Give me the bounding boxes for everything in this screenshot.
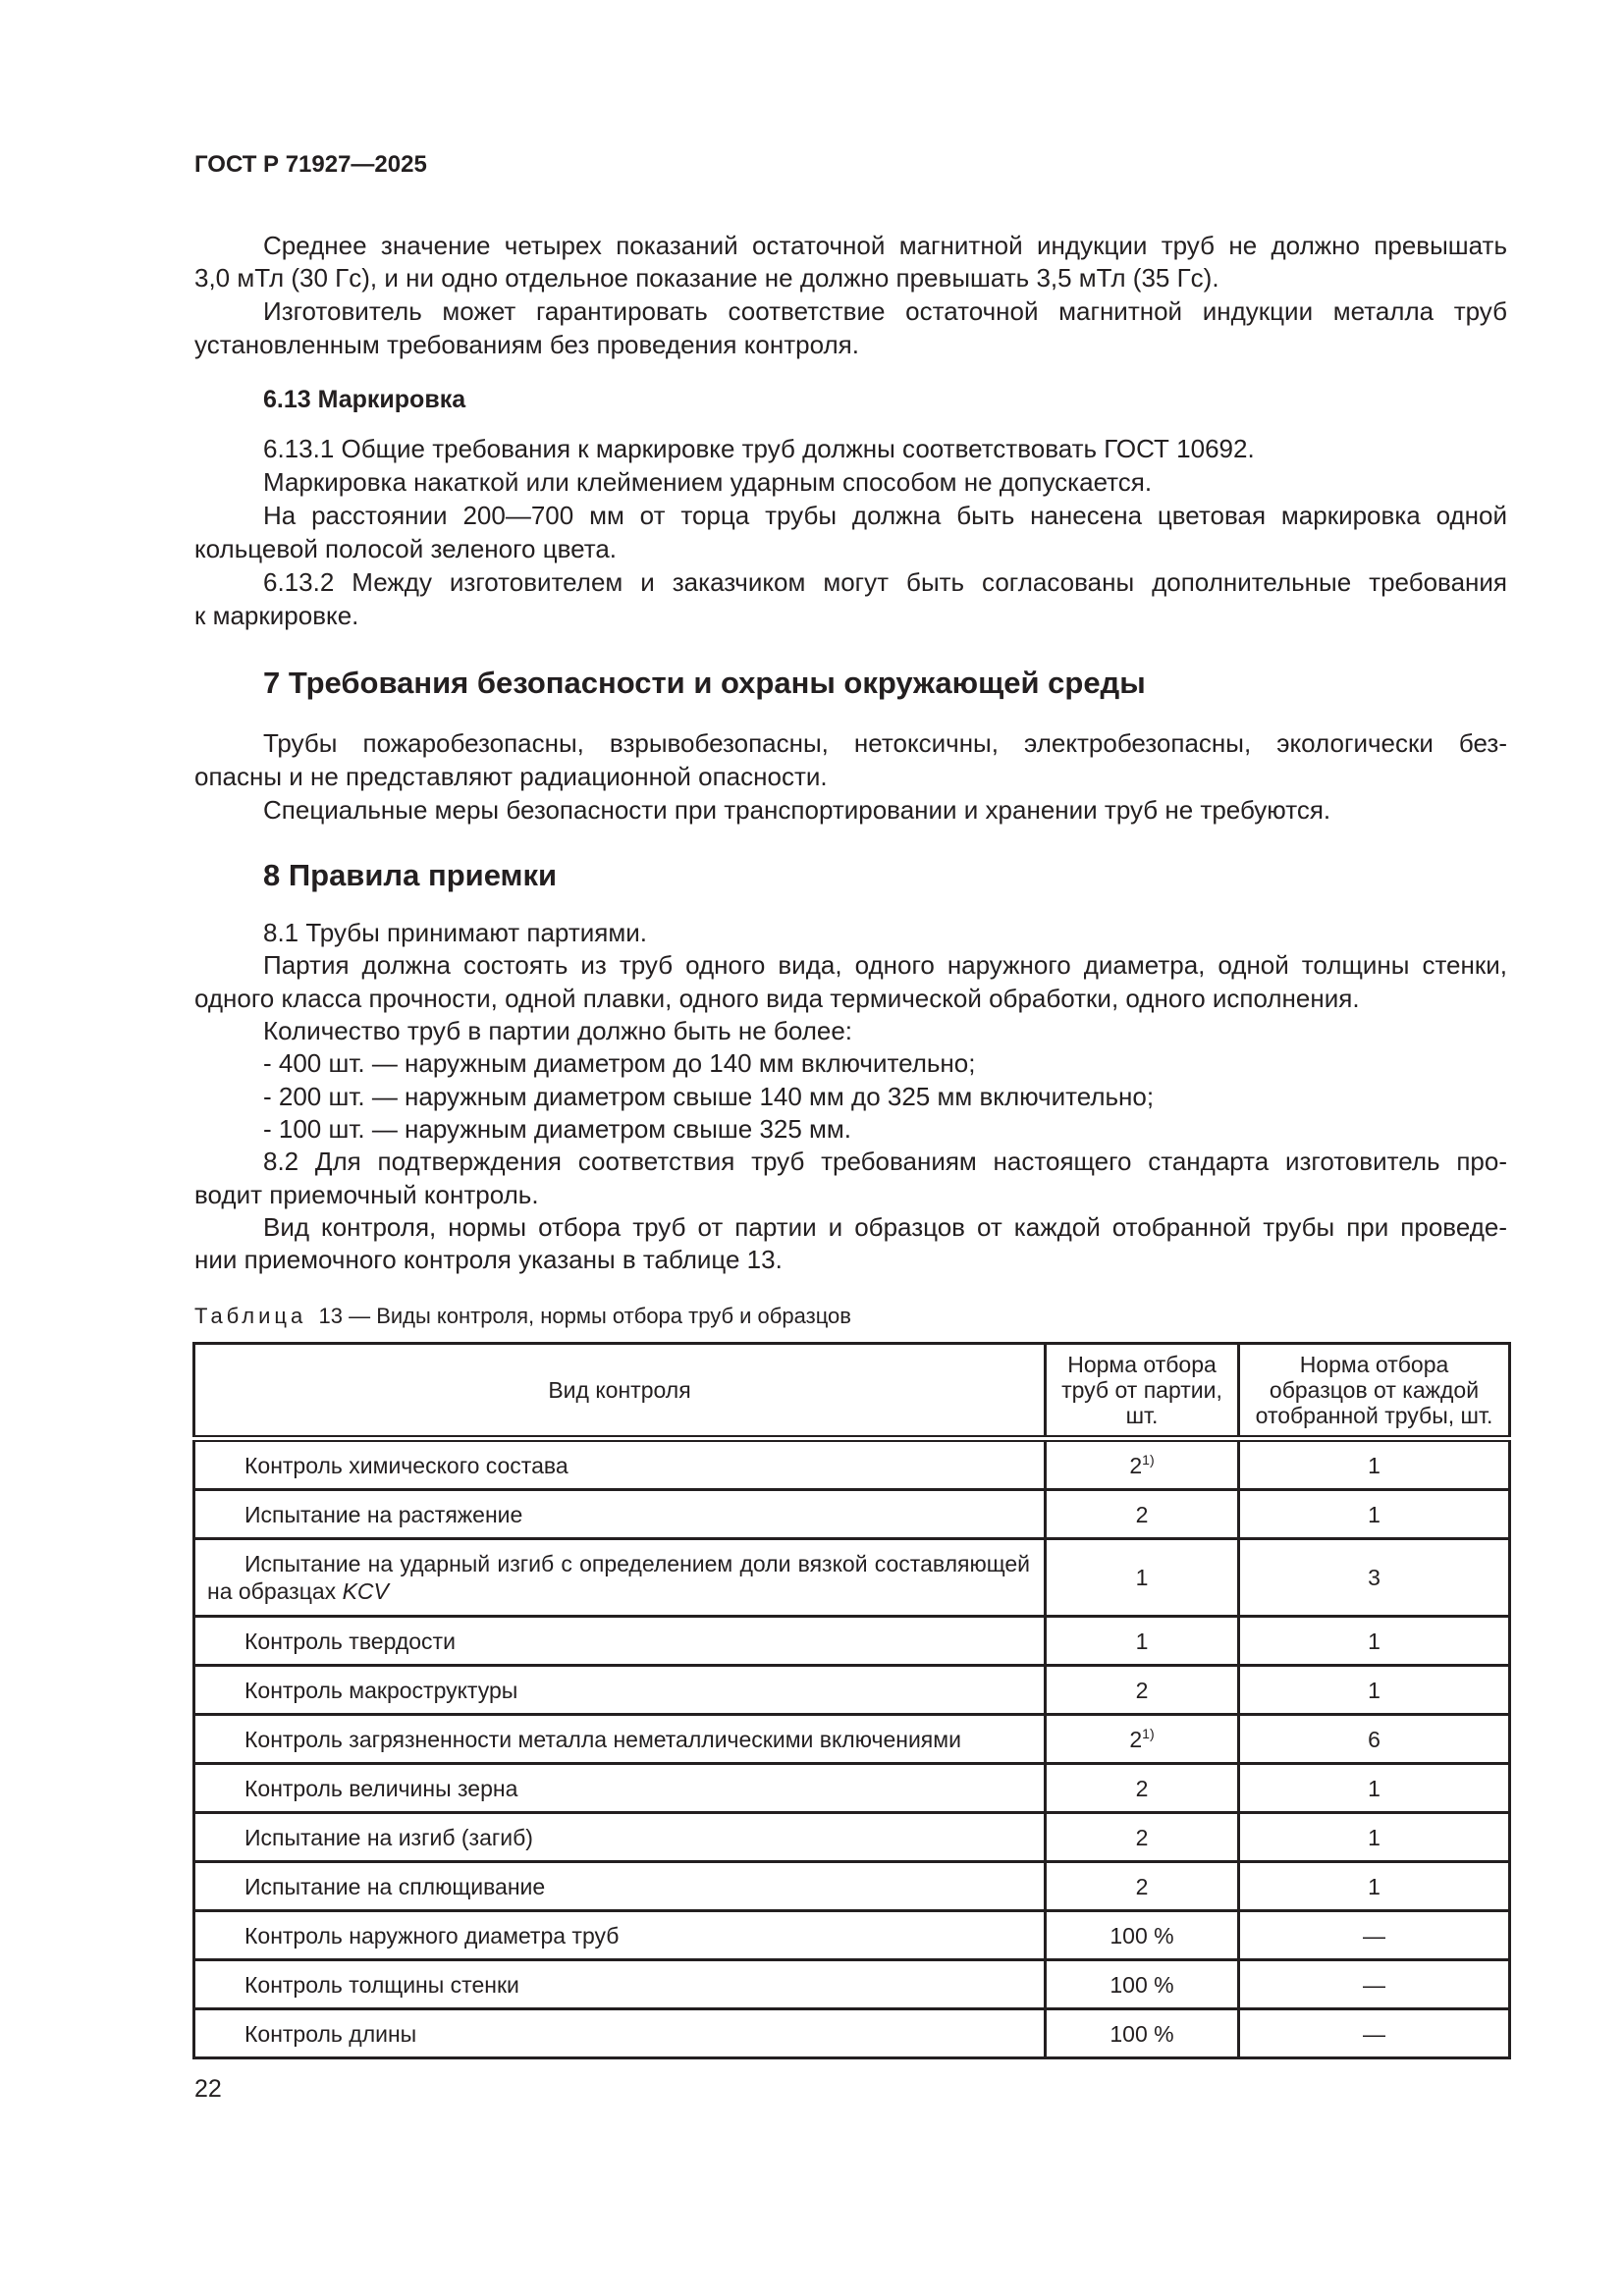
cell-kind: Испытание на сплющивание: [194, 1862, 1046, 1911]
paragraph-line: нии приемочного контроля указаны в таблице 13.: [194, 1245, 783, 1274]
table-row: [194, 1715, 1510, 1764]
table-row: [194, 1764, 1510, 1813]
column-header-kind: Вид контроля: [194, 1344, 1046, 1439]
cell-pipes: 2: [1046, 1813, 1239, 1862]
cell-samples: —: [1239, 1960, 1510, 2009]
cell-pipes: 100 %: [1046, 2009, 1239, 2058]
cell-samples: —: [1239, 1911, 1510, 1960]
table-row: [194, 1862, 1510, 1911]
cell-samples: —: [1239, 2009, 1510, 2058]
cell-samples: 1: [1239, 1764, 1510, 1813]
cell-kind: Испытание на растяжение: [194, 1490, 1046, 1539]
cell-pipes: 2: [1046, 1862, 1239, 1911]
paragraph-line: 8.2 Для подтверждения соответствия труб требованиям настоящего стандарта изготовитель про-: [263, 1147, 1507, 1176]
section-heading-7: 7 Требования безопасности и охраны окружающей среды: [263, 666, 1146, 700]
subsection-heading-6-13: 6.13 Маркировка: [263, 386, 466, 413]
footnote-ref: 1): [1142, 1451, 1155, 1468]
cell-samples: 1: [1239, 1617, 1510, 1666]
cell-kind: Контроль длины: [194, 2009, 1046, 2058]
paragraph-line: к маркировке.: [194, 601, 359, 630]
list-item: - 200 шт. — наружным диаметром свыше 140 мм до 325 мм включительно;: [263, 1082, 1155, 1111]
paragraph-line: Изготовитель может гарантировать соответствие остаточной магнитной индукции металла труб: [263, 296, 1507, 326]
table-row: [194, 1490, 1510, 1539]
page-number: 22: [194, 2075, 222, 2103]
cell-pipes: 2: [1046, 1490, 1239, 1539]
paragraph-line: Партия должна состоять из труб одного вида, одного наружного диаметра, одной толщины стенки,: [263, 950, 1507, 980]
table-row: [194, 1960, 1510, 2009]
table-row: [194, 1911, 1510, 1960]
cell-kind: Контроль величины зерна: [194, 1764, 1046, 1813]
cell-pipes: 2: [1046, 1666, 1239, 1715]
paragraph-line: Трубы пожаробезопасны, взрывобезопасны, нетоксичны, электробезопасны, экологически без-: [263, 728, 1507, 758]
paragraph-line: Маркировка накаткой или клеймением ударным способом не допускается.: [263, 467, 1153, 497]
cell-kind: Контроль химического состава: [194, 1439, 1046, 1490]
cell-samples: 6: [1239, 1715, 1510, 1764]
column-header-pipes: Норма отбора труб от партии, шт.: [1046, 1344, 1239, 1439]
cell-pipes: 100 %: [1046, 1960, 1239, 2009]
cell-pipes: 1: [1046, 1539, 1239, 1617]
cell-kind: Испытание на ударный изгиб с определением доли вязкой составляющей на образцах KCV: [194, 1539, 1046, 1617]
cell-kind: Контроль твердости: [194, 1617, 1046, 1666]
table-row: [194, 2009, 1510, 2058]
table-row: [194, 1539, 1510, 1617]
cell-pipes: 2$^{1)}$: [1046, 1439, 1239, 1490]
cell-samples: 3: [1239, 1539, 1510, 1617]
paragraph-line: опасны и не представляют радиационной опасности.: [194, 762, 828, 791]
cell-kind: Контроль толщины стенки: [194, 1960, 1046, 2009]
cell-samples: 1: [1239, 1490, 1510, 1539]
table-row: [194, 1813, 1510, 1862]
paragraph-line: 8.1 Трубы принимают партиями.: [263, 918, 647, 947]
cell-samples: 1: [1239, 1862, 1510, 1911]
kcv-term: KCV: [342, 1578, 389, 1604]
paragraph-line: кольцевой полосой зеленого цвета.: [194, 534, 618, 563]
column-header-samples: Норма отбора образцов от каждой отобранной трубы, шт.: [1239, 1344, 1510, 1439]
paragraph-line: Специальные меры безопасности при транспортировании и хранении труб не требуются.: [263, 795, 1331, 825]
table-row: [194, 1666, 1510, 1715]
footnote-ref: 1): [1142, 1725, 1155, 1741]
cell-pipes: 2$^{1)}$: [1046, 1715, 1239, 1764]
list-item: - 100 шт. — наружным диаметром свыше 325 мм.: [263, 1114, 852, 1144]
paragraph-line: одного класса прочности, одной плавки, одного вида термической обработки, одного исполнения.: [194, 984, 1360, 1013]
paragraph-line: 3,0 мТл (30 Гс), и ни одно отдельное показание не должно превышать 3,5 мТл (35 Гс).: [194, 263, 1219, 293]
paragraph-line: водит приемочный контроль.: [194, 1180, 539, 1209]
table-header-row: [194, 1344, 1510, 1439]
cell-kind: Контроль макроструктуры: [194, 1666, 1046, 1715]
paragraph-line: установленным требованиям без проведения контроля.: [194, 330, 859, 359]
list-item: - 400 шт. — наружным диаметром до 140 мм включительно;: [263, 1048, 976, 1078]
cell-kind: Испытание на изгиб (загиб): [194, 1813, 1046, 1862]
cell-pipes: 1: [1046, 1617, 1239, 1666]
table-13: [192, 1342, 1508, 2059]
cell-samples: 1: [1239, 1813, 1510, 1862]
cell-samples: 1: [1239, 1666, 1510, 1715]
table-caption-label: Таблица: [194, 1304, 307, 1328]
paragraph-line: Количество труб в партии должно быть не более:: [263, 1016, 853, 1045]
section-heading-8: 8 Правила приемки: [263, 858, 558, 892]
document-code-header: ГОСТ Р 71927—2025: [194, 151, 427, 178]
paragraph-line: Среднее значение четырех показаний остаточной магнитной индукции труб не должно превышать: [263, 231, 1507, 260]
cell-pipes: 2: [1046, 1764, 1239, 1813]
table-row: [194, 1617, 1510, 1666]
cell-kind: Контроль наружного диаметра труб: [194, 1911, 1046, 1960]
cell-pipes: 100 %: [1046, 1911, 1239, 1960]
paragraph-line: На расстоянии 200—700 мм от торца трубы должна быть нанесена цветовая маркировка одной: [263, 501, 1507, 530]
table-caption: [194, 1302, 851, 1331]
cell-kind: Контроль загрязненности металла неметаллическими включениями: [194, 1715, 1046, 1764]
table-row: [194, 1439, 1510, 1490]
paragraph-line: 6.13.2 Между изготовителем и заказчиком могут быть согласованы дополнительные требования: [263, 567, 1507, 597]
cell-samples: 1: [1239, 1439, 1510, 1490]
paragraph-line: Вид контроля, нормы отбора труб от партии и образцов от каждой отобранной трубы при проведе-: [263, 1212, 1507, 1242]
table-caption-text: 13 — Виды контроля, нормы отбора труб и образцов: [318, 1304, 851, 1328]
paragraph-line: 6.13.1 Общие требования к маркировке труб должны соответствовать ГОСТ 10692.: [263, 434, 1255, 463]
